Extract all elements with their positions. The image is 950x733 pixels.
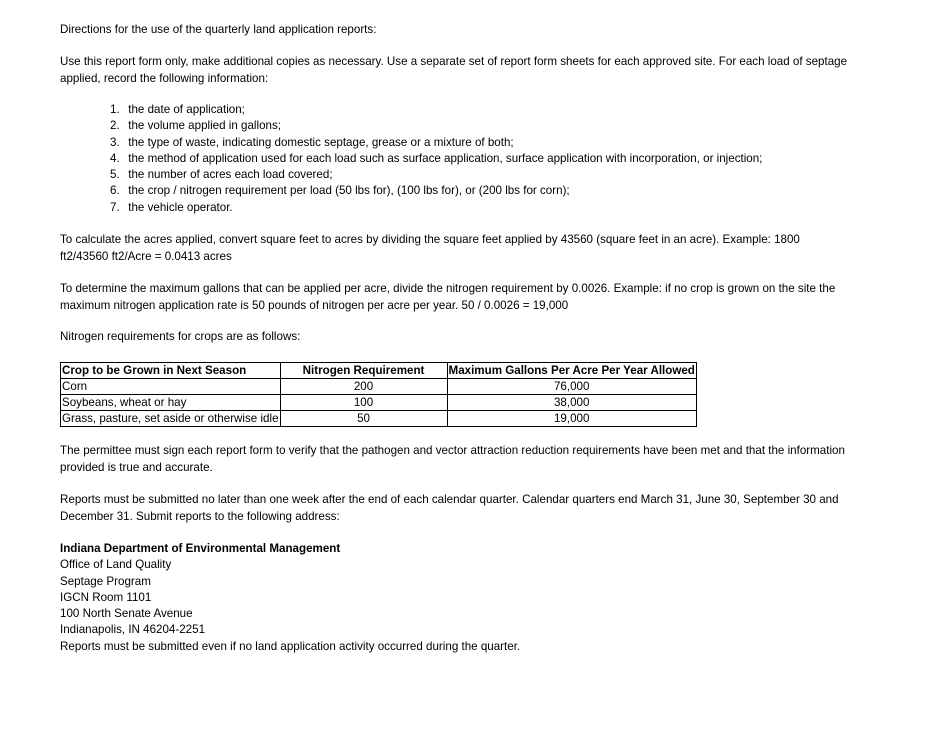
required-info-list — [110, 102, 762, 216]
table-row — [61, 411, 697, 427]
address-line: Indianapolis, IN 46204-2251 — [60, 623, 206, 637]
list-item: 4. the method of application used for each load such as surface application, surface application with incorporation, or injection; — [110, 151, 763, 165]
gallons-cell: 76,000 — [447, 379, 696, 395]
list-item: 3. the type of waste, indicating domestic septage, grease or a mixture of both; — [110, 135, 514, 149]
gallons-cell: 38,000 — [447, 395, 696, 411]
list-item: 7. the vehicle operator. — [110, 200, 233, 214]
address-line: 100 North Senate Avenue — [60, 607, 193, 621]
nitrogen-cell: 100 — [280, 395, 447, 411]
column-header-crop: Crop to be Grown in Next Season — [61, 363, 281, 379]
crop-cell: Grass, pasture, set aside or otherwise idle — [62, 412, 279, 425]
list-item: 2. the volume applied in gallons; — [110, 119, 281, 133]
address-line: Septage Program — [60, 574, 151, 588]
acres-calculation-paragraph: To calculate the acres applied, convert square feet to acres by dividing the square feet applied by 43560 (square feet in an acre). Example: 1800 ft2/43560 ft2/Acre = 0.0413 acres — [60, 233, 800, 263]
address-line: IGCN Room 1101 — [60, 590, 152, 604]
directions-heading: Directions for the use of the quarterly land application reports: — [60, 23, 377, 36]
nitrogen-cell: 50 — [280, 411, 447, 427]
list-item: 5. the number of acres each load covered; — [110, 168, 333, 182]
address-line: Office of Land Quality — [60, 558, 172, 572]
table-row — [61, 379, 697, 395]
nitrogen-cell: 200 — [280, 379, 447, 395]
table-row — [61, 395, 697, 411]
nitrogen-requirements-table — [60, 362, 697, 427]
crop-cell: Corn — [61, 379, 281, 395]
crops-intro: Nitrogen requirements for crops are as follows: — [60, 330, 301, 343]
mailing-address — [60, 541, 520, 655]
column-header-gallons: Maximum Gallons Per Acre Per Year Allowed — [448, 364, 695, 377]
signature-paragraph: The permittee must sign each report form to verify that the pathogen and vector attraction reduction requirements have been met and that the information provided is true and accurate. — [60, 444, 845, 474]
address-organization: Indiana Department of Environmental Management — [60, 542, 341, 555]
intro-paragraph: Use this report form only, make additional copies as necessary. Use a separate set of report form sheets for each approved site. For each load of septage applied, record the following information: — [60, 55, 848, 85]
gallons-cell: 19,000 — [447, 411, 696, 427]
crop-cell: Soybeans, wheat or hay — [61, 395, 281, 411]
final-note: Reports must be submitted even if no land application activity occurred during the quarter. — [60, 639, 521, 653]
list-item: 6. the crop / nitrogen requirement per load (50 lbs for), (100 lbs for), or (200 lbs for corn); — [110, 184, 570, 198]
list-item: 1. the date of application; — [110, 103, 245, 116]
gallons-calculation-paragraph: To determine the maximum gallons that can be applied per acre, divide the nitrogen requirement by 0.0026. Example: if no crop is grown on the site the maximum nitrogen application rate is 50 pounds of nitrogen per acre per year. 50 / 0.0026 = 19,000 — [60, 282, 836, 312]
table-header-row — [61, 363, 697, 379]
submission-paragraph: Reports must be submitted no later than one week after the end of each calendar quarter. Calendar quarters end March 31, June 30, September 30 and December 31. Submit reports to the following address: — [60, 493, 839, 523]
column-header-nitrogen: Nitrogen Requirement — [280, 363, 447, 379]
